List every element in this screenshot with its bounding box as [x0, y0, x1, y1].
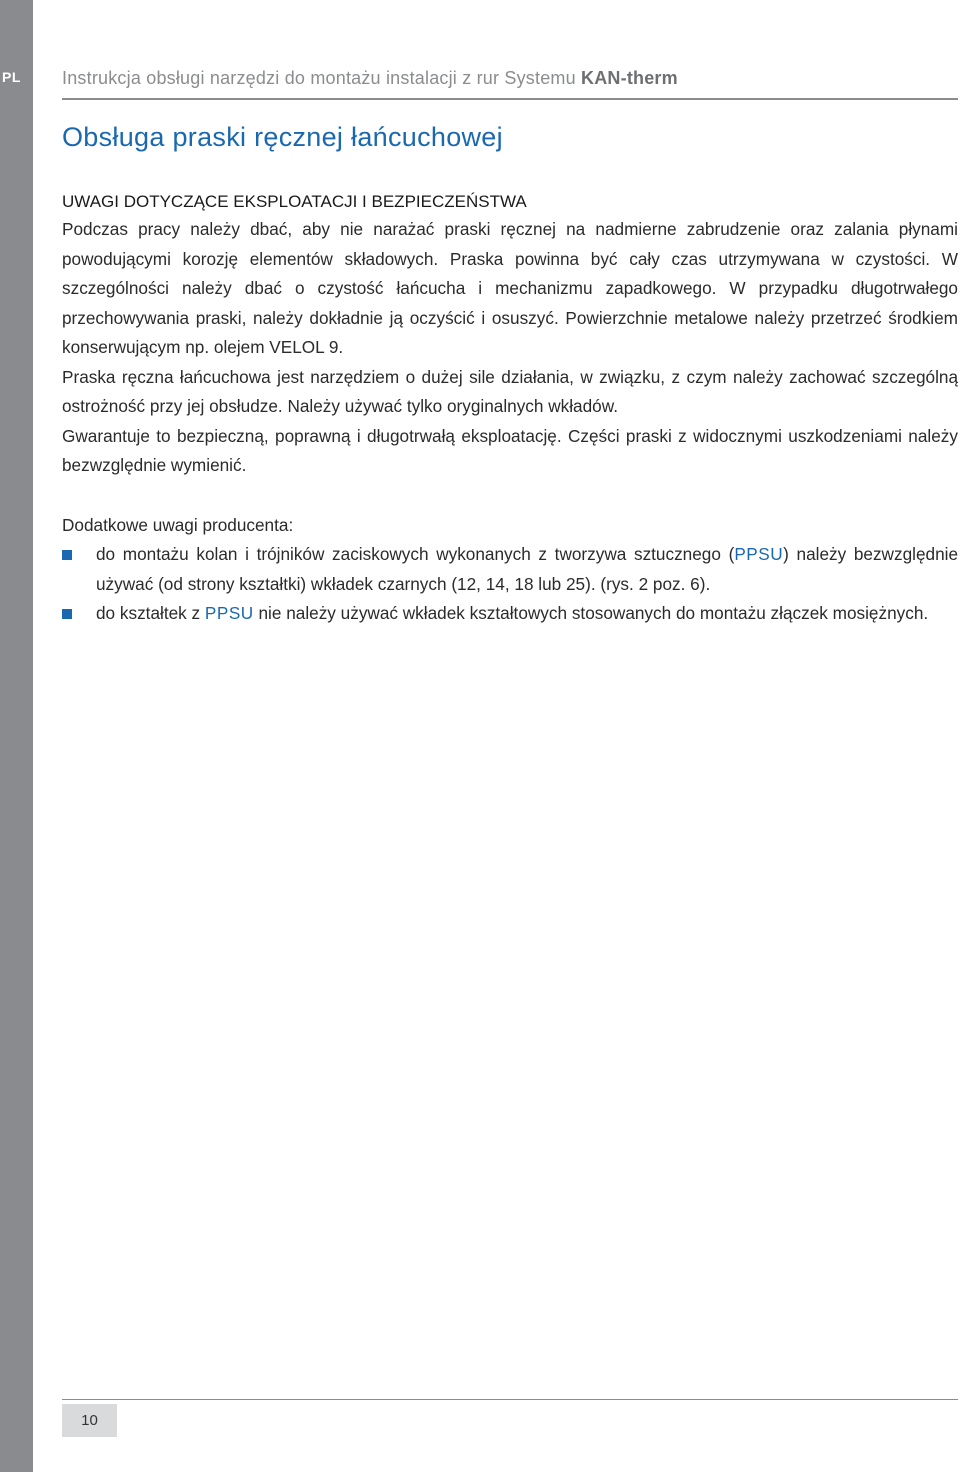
square-bullet-icon: [62, 550, 72, 560]
running-header: [62, 68, 952, 89]
side-strip: [0, 0, 33, 1472]
safety-paragraph-3: Gwarantuje to bezpieczną, poprawną i długotrwałą eksploatację. Części praski z widocznymi uszkodzeniami należy bezwzględnie wymienić.: [62, 425, 958, 475]
section-heading: UWAGI DOTYCZĄCE EKSPLOATACJI I BEZPIECZEŃSTWA: [62, 192, 527, 211]
list-item: do kształtek z PPSU nie należy używać wkładek kształtowych stosowanych do montażu złączek mosiężnych.: [62, 599, 958, 629]
language-tab: PL: [2, 69, 21, 85]
header-brand: KAN-therm: [581, 68, 678, 88]
page-title: Obsługa praski ręcznej łańcuchowej: [62, 122, 503, 152]
notes-intro: Dodatkowe uwagi producenta:: [62, 514, 294, 535]
main-content: [62, 188, 958, 629]
notes-list: [62, 540, 958, 629]
safety-paragraph-1: Podczas pracy należy dbać, aby nie narażać praski ręcznej na nadmierne zabrudzenie oraz zalania płynami powodującymi korozję elementów składowych. Praska powinna być cały czas utrzymywana w czystości. W szczególności należy dbać o czystość łańcucha i mechanizmu zapadkowego. W przypadku długotrwałego przechowywania praski, należy dokładnie ją oczyścić i osuszyć. Powierzchnie metalowe należy przetrzeć środkiem konserwującym np. olejem VELOL 9.: [62, 219, 958, 357]
header-rule: [62, 98, 958, 100]
safety-paragraph-2: Praska ręczna łańcuchowa jest narzędziem o dużej sile działania, w związku, z czym należy zachować szczególną ostrożność przy jej obsłudze. Należy używać tylko oryginalnych wkładów.: [62, 366, 958, 416]
footer-rule: [62, 1399, 958, 1400]
list-item: do montażu kolan i trójników zaciskowych wykonanych z tworzywa sztucznego (PPSU) należy bezwzględnie używać (od strony kształtki) wkładek czarnych (12, 14, 18 lub 25). (rys. 2 poz. 6).: [62, 540, 958, 599]
square-bullet-icon: [62, 609, 72, 619]
spacer: [62, 481, 958, 511]
header-text: Instrukcja obsługi narzędzi do montażu instalacji z rur Systemu: [62, 68, 582, 88]
ppsu-term: PPSU: [734, 544, 784, 564]
ppsu-term: PPSU: [204, 603, 254, 623]
page-number: 10: [62, 1404, 117, 1437]
